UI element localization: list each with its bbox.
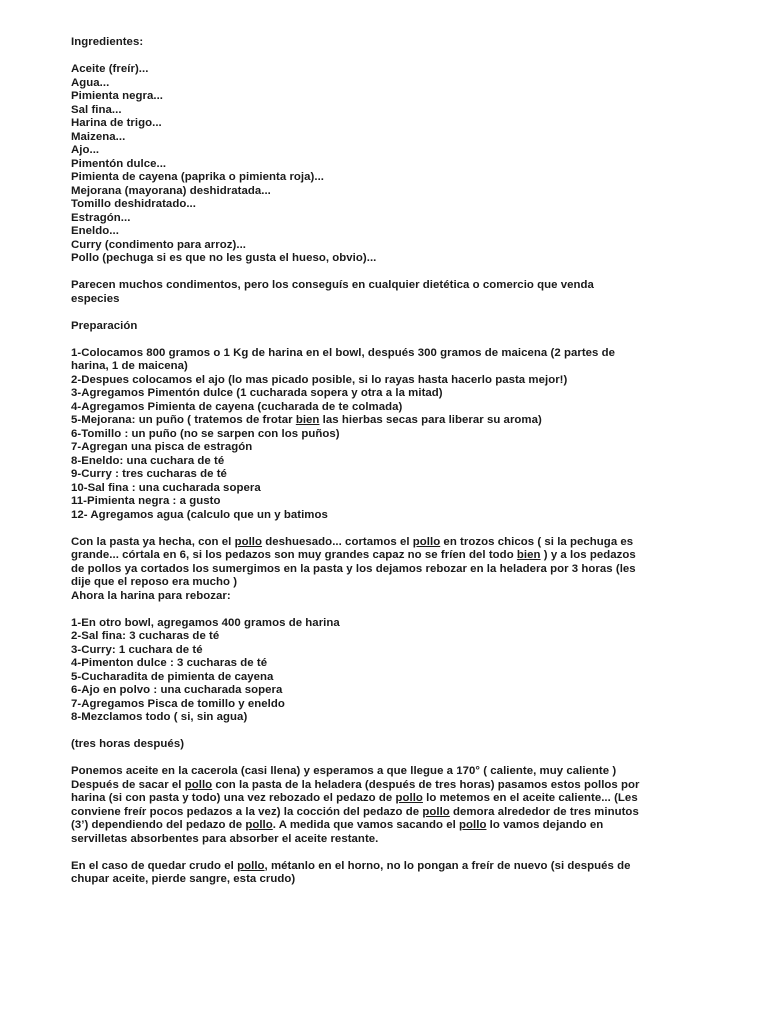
ingredient-item: Agua... bbox=[71, 76, 110, 89]
ingredients-heading: Ingredientes: bbox=[71, 36, 144, 48]
text: , métanlo en el horno, no lo pongan a freír de nuevo (si después de bbox=[264, 859, 631, 872]
ingredient-item: Pimentón dulce... bbox=[71, 157, 167, 170]
step-line: 10-Sal fina : una cucharada sopera bbox=[71, 481, 261, 494]
ingredient-item: Aceite (freír)... bbox=[71, 63, 149, 75]
spacer bbox=[71, 603, 671, 617]
paragraph-line bbox=[71, 860, 671, 874]
paragraph-line: especies bbox=[71, 292, 120, 305]
step-line: 11-Pimienta negra : a gusto bbox=[71, 495, 221, 507]
text: lo metemos en el aceite caliente... (Les bbox=[422, 792, 638, 804]
fry-paragraph bbox=[71, 765, 671, 846]
step-line: 6-Tomillo : un puño (no se sarpen con los puños) bbox=[71, 427, 340, 440]
underlined-word: pollo bbox=[422, 805, 450, 818]
paragraph-line bbox=[71, 779, 671, 793]
step-line: 5-Cucharadita de pimienta de cayena bbox=[71, 670, 274, 683]
text: En el caso de quedar crudo el bbox=[71, 859, 238, 872]
text: conviene freír pocos pedazos a la vez) la cocción del pedazo de bbox=[71, 805, 423, 818]
text: . A medida que vamos sacando el bbox=[272, 819, 460, 831]
preparation-steps bbox=[71, 347, 671, 523]
spacer bbox=[71, 266, 671, 280]
note-paragraph bbox=[71, 279, 671, 306]
underlined-word: pollo bbox=[245, 819, 273, 831]
spacer bbox=[71, 846, 671, 860]
preparation-heading: Preparación bbox=[71, 319, 138, 332]
ingredient-item: Harina de trigo... bbox=[71, 117, 162, 129]
ingredient-item: Pimienta de cayena (paprika o pimienta roja)... bbox=[71, 171, 325, 183]
spacer bbox=[71, 725, 671, 739]
paragraph-line bbox=[71, 549, 671, 563]
text: grande... córtala en 6, si los pedazos son muy grandes capaz no se fríen del todo bbox=[71, 549, 517, 561]
spacer bbox=[71, 752, 671, 766]
step-line: 3-Curry: 1 cuchara de té bbox=[71, 643, 203, 656]
paragraph-line bbox=[71, 792, 671, 806]
spacer bbox=[71, 50, 671, 64]
ingredient-item: Estragón... bbox=[71, 211, 131, 224]
text: Después de sacar el bbox=[71, 778, 185, 791]
step-line: 12- Agregamos agua (calculo que un y batimos bbox=[71, 508, 328, 521]
underlined-word: pollo bbox=[459, 819, 487, 831]
paragraph-line: servilletas absorbentes para absorber el aceite restante. bbox=[71, 832, 379, 845]
text: ) y a los pedazos bbox=[540, 549, 636, 561]
ingredient-item: Curry (condimento para arroz)... bbox=[71, 238, 247, 251]
ingredient-item: Eneldo... bbox=[71, 225, 119, 237]
text: demora alrededor de tres minutos bbox=[449, 805, 639, 818]
ingredient-item: Pollo (pechuga si es que no les gusta el hueso, obvio)... bbox=[71, 252, 377, 264]
coating-steps bbox=[71, 617, 671, 725]
paragraph-line: Parecen muchos condimentos, pero los conseguís en cualquier dietética o comercio que venda bbox=[71, 279, 594, 291]
later-note: (tres horas después) bbox=[71, 738, 185, 750]
step-line: 3-Agregamos Pimentón dulce (1 cucharada sopera y otra a la mitad) bbox=[71, 387, 443, 399]
step-line: 2-Sal fina: 3 cucharas de té bbox=[71, 630, 220, 642]
step-line: 2-Despues colocamos el ajo (lo mas picado posible, si lo rayas hasta hacerlo pasta mejor!) bbox=[71, 373, 568, 386]
ingredient-item: Pimienta negra... bbox=[71, 90, 164, 102]
ingredient-item: Mejorana (mayorana) deshidratada... bbox=[71, 184, 271, 197]
paragraph-line bbox=[71, 536, 671, 550]
spacer bbox=[71, 333, 671, 347]
text: 5-Mejorana: un puño ( tratemos de frotar bbox=[71, 414, 296, 426]
paragraph-line: Ahora la harina para rebozar: bbox=[71, 589, 231, 602]
ingredient-item: Sal fina... bbox=[71, 103, 122, 116]
recipe-document bbox=[71, 36, 671, 887]
step-line: 8-Eneldo: una cuchara de té bbox=[71, 454, 225, 467]
step-line: 7-Agregan una pisca de estragón bbox=[71, 441, 253, 453]
text: (3’) dependiendo del pedazo de bbox=[71, 819, 246, 831]
text: las hierbas secas para liberar su aroma) bbox=[319, 414, 542, 426]
paragraph-line: chupar aceite, pierde sangre, esta crudo) bbox=[71, 873, 296, 885]
step-line: 9-Curry : tres cucharas de té bbox=[71, 468, 227, 480]
ingredients-list bbox=[71, 63, 671, 266]
text: con la pasta de la heladera (después de tres horas) pasamos estos pollos por bbox=[212, 778, 640, 791]
paragraph-line bbox=[71, 819, 671, 833]
final-paragraph bbox=[71, 860, 671, 887]
step-line: 4-Pimenton dulce : 3 cucharas de té bbox=[71, 657, 268, 669]
underlined-word: bien bbox=[516, 549, 541, 561]
underlined-word: pollo bbox=[234, 535, 263, 548]
paragraph-line: de pollos ya cortados los sumergimos en la pasta y los dejamos rebozar en la heladera por 3 horas (les bbox=[71, 562, 636, 575]
underlined-word: bien bbox=[295, 414, 320, 426]
text: deshuesado... cortamos el bbox=[262, 535, 413, 548]
underlined-word: pollo bbox=[395, 792, 423, 804]
spacer bbox=[71, 522, 671, 536]
text: harina (si con pasta y todo) una vez rebozado el pedazo de bbox=[71, 792, 396, 804]
step-line: 8-Mezclamos todo ( si, sin agua) bbox=[71, 711, 248, 723]
paragraph-line: dije que el reposo era mucho ) bbox=[71, 576, 238, 588]
text: lo vamos dejando en bbox=[486, 819, 604, 831]
step-line: 1-En otro bowl, agregamos 400 gramos de harina bbox=[71, 616, 340, 629]
underlined-word: pollo bbox=[237, 859, 265, 872]
paste-paragraph bbox=[71, 536, 671, 604]
step-line: 7-Agregamos Pisca de tomillo y eneldo bbox=[71, 697, 285, 710]
paragraph-line: Ponemos aceite en la cacerola (casi llena) y esperamos a que llegue a 170° ( caliente, muy caliente ) bbox=[71, 765, 617, 777]
underlined-word: pollo bbox=[184, 778, 213, 791]
step-line: 4-Agregamos Pimienta de cayena (cucharada de te colmada) bbox=[71, 400, 403, 413]
step-line-5 bbox=[71, 414, 671, 428]
underlined-word: pollo bbox=[412, 535, 441, 548]
ingredient-item: Maizena... bbox=[71, 130, 126, 143]
ingredient-item: Tomillo deshidratado... bbox=[71, 198, 196, 210]
text: en trozos chicos ( si la pechuga es bbox=[440, 535, 634, 548]
text: Con la pasta ya hecha, con el bbox=[71, 535, 235, 548]
step-line: 1-Colocamos 800 gramos o 1 Kg de harina en el bowl, después 300 gramos de maicena (2 partes de bbox=[71, 346, 616, 359]
step-line: harina, 1 de maicena) bbox=[71, 360, 188, 372]
step-line: 6-Ajo en polvo : una cucharada sopera bbox=[71, 684, 283, 696]
paragraph-line bbox=[71, 806, 671, 820]
ingredient-item: Ajo... bbox=[71, 144, 100, 156]
spacer bbox=[71, 306, 671, 320]
